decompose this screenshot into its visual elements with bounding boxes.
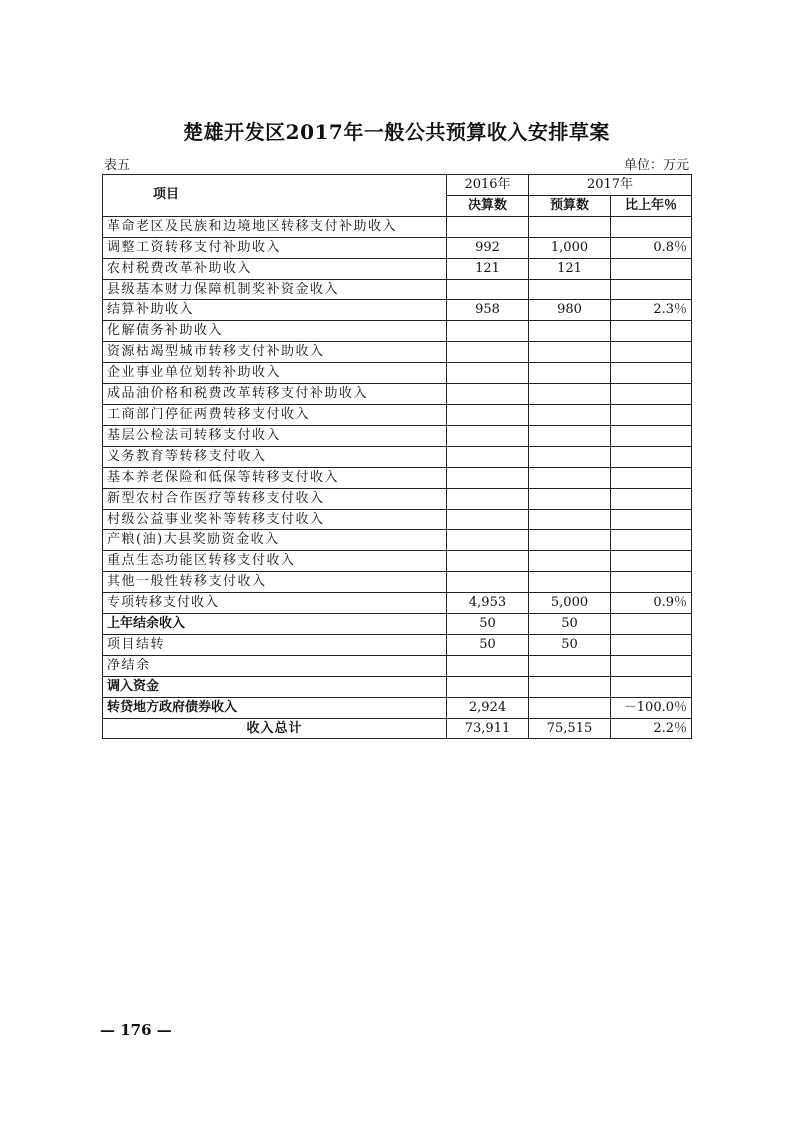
row-item-name: 基本养老保险和低保等转移支付收入 bbox=[103, 467, 447, 488]
table-row bbox=[103, 509, 692, 530]
row-change-pct bbox=[611, 446, 692, 467]
row-change-pct bbox=[611, 634, 692, 655]
table-row bbox=[103, 676, 692, 697]
row-value-2017 bbox=[529, 321, 611, 342]
page-title: 楚雄开发区2017年一般公共预算收入安排草案 bbox=[183, 120, 610, 144]
table-row bbox=[103, 404, 692, 425]
row-value-2016 bbox=[447, 572, 529, 593]
row-item-name: 农村税费改革补助收入 bbox=[103, 258, 447, 279]
row-value-2017 bbox=[529, 697, 611, 718]
row-value-2017: 5,000 bbox=[529, 593, 611, 614]
row-value-2017 bbox=[529, 404, 611, 425]
row-item-name: 产粮(油)大县奖励资金收入 bbox=[103, 530, 447, 551]
row-item-name: 调整工资转移支付补助收入 bbox=[103, 237, 447, 258]
row-value-2016 bbox=[447, 279, 529, 300]
row-value-2017: 50 bbox=[529, 614, 611, 635]
table-row bbox=[103, 237, 692, 258]
header-budget: 预算数 bbox=[529, 195, 611, 216]
table-row bbox=[103, 718, 692, 739]
row-value-2016 bbox=[447, 321, 529, 342]
row-value-2017 bbox=[529, 279, 611, 300]
table-row bbox=[103, 655, 692, 676]
row-value-2017 bbox=[529, 509, 611, 530]
row-value-2016 bbox=[447, 530, 529, 551]
row-item-name: 专项转移支付收入 bbox=[103, 593, 447, 614]
row-change-pct: －100.0％ bbox=[611, 697, 692, 718]
header-final: 决算数 bbox=[447, 195, 529, 216]
table-row bbox=[103, 446, 692, 467]
row-value-2016 bbox=[447, 488, 529, 509]
row-value-2016: 121 bbox=[447, 258, 529, 279]
table-row bbox=[103, 551, 692, 572]
table-row bbox=[103, 488, 692, 509]
table-row bbox=[103, 321, 692, 342]
page-number: — 176 — bbox=[100, 1021, 172, 1039]
table-label: 表五 bbox=[104, 158, 131, 173]
row-item-name: 转贷地方政府债券收入 bbox=[103, 697, 447, 718]
row-value-2017 bbox=[529, 655, 611, 676]
row-item-name: 资源枯竭型城市转移支付补助收入 bbox=[103, 342, 447, 363]
row-value-2016: 4,953 bbox=[447, 593, 529, 614]
row-value-2017 bbox=[529, 676, 611, 697]
row-change-pct bbox=[611, 342, 692, 363]
row-change-pct bbox=[611, 530, 692, 551]
header-year-2016: 2016年 bbox=[447, 175, 529, 196]
row-item-name: 化解债务补助收入 bbox=[103, 321, 447, 342]
row-value-2017: 121 bbox=[529, 258, 611, 279]
row-change-pct: 0.9％ bbox=[611, 593, 692, 614]
row-item-name: 上年结余收入 bbox=[103, 614, 447, 635]
row-item-name: 重点生态功能区转移支付收入 bbox=[103, 551, 447, 572]
row-value-2016: 992 bbox=[447, 237, 529, 258]
row-value-2016 bbox=[447, 404, 529, 425]
row-change-pct bbox=[611, 467, 692, 488]
row-item-name: 成品油价格和税费改革转移支付补助收入 bbox=[103, 384, 447, 405]
row-value-2016 bbox=[447, 425, 529, 446]
table-row bbox=[103, 216, 692, 237]
row-value-2017 bbox=[529, 551, 611, 572]
row-change-pct bbox=[611, 258, 692, 279]
row-value-2016: 958 bbox=[447, 300, 529, 321]
row-item-name: 基层公检法司转移支付收入 bbox=[103, 425, 447, 446]
row-change-pct bbox=[611, 676, 692, 697]
row-item-name: 革命老区及民族和边境地区转移支付补助收入 bbox=[103, 216, 447, 237]
header-year-2017: 2017年 bbox=[529, 175, 692, 196]
row-change-pct bbox=[611, 551, 692, 572]
row-item-name: 村级公益事业奖补等转移支付收入 bbox=[103, 509, 447, 530]
table-row bbox=[103, 425, 692, 446]
table-row bbox=[103, 530, 692, 551]
row-item-name: 其他一般性转移支付收入 bbox=[103, 572, 447, 593]
row-value-2016 bbox=[447, 676, 529, 697]
row-change-pct bbox=[611, 216, 692, 237]
row-item-name: 收入总计 bbox=[103, 718, 447, 739]
table-row bbox=[103, 300, 692, 321]
row-value-2017 bbox=[529, 530, 611, 551]
budget-table bbox=[102, 174, 692, 739]
row-value-2016 bbox=[447, 363, 529, 384]
table-row bbox=[103, 614, 692, 635]
row-value-2017 bbox=[529, 216, 611, 237]
row-value-2016 bbox=[447, 551, 529, 572]
unit-label: 单位：万元 bbox=[623, 158, 689, 173]
row-value-2017 bbox=[529, 363, 611, 384]
table-row bbox=[103, 634, 692, 655]
row-value-2017 bbox=[529, 467, 611, 488]
row-change-pct bbox=[611, 655, 692, 676]
row-value-2016 bbox=[447, 216, 529, 237]
table-row bbox=[103, 467, 692, 488]
row-item-name: 义务教育等转移支付收入 bbox=[103, 446, 447, 467]
row-value-2016: 2,924 bbox=[447, 697, 529, 718]
row-change-pct: 2.3％ bbox=[611, 300, 692, 321]
row-value-2016: 50 bbox=[447, 634, 529, 655]
row-value-2017 bbox=[529, 384, 611, 405]
row-value-2017: 50 bbox=[529, 634, 611, 655]
row-value-2017 bbox=[529, 446, 611, 467]
table-row bbox=[103, 697, 692, 718]
row-value-2017 bbox=[529, 488, 611, 509]
row-value-2016: 50 bbox=[447, 614, 529, 635]
row-value-2017: 980 bbox=[529, 300, 611, 321]
row-item-name: 调入资金 bbox=[103, 676, 447, 697]
row-item-name: 净结余 bbox=[103, 655, 447, 676]
header-change: 比上年％ bbox=[611, 195, 692, 216]
table-row bbox=[103, 363, 692, 384]
row-value-2017 bbox=[529, 342, 611, 363]
row-change-pct bbox=[611, 384, 692, 405]
row-value-2016 bbox=[447, 655, 529, 676]
row-value-2016 bbox=[447, 467, 529, 488]
row-item-name: 结算补助收入 bbox=[103, 300, 447, 321]
table-row bbox=[103, 279, 692, 300]
row-change-pct bbox=[611, 572, 692, 593]
row-value-2016 bbox=[447, 446, 529, 467]
row-value-2017 bbox=[529, 425, 611, 446]
table-row bbox=[103, 342, 692, 363]
row-value-2016 bbox=[447, 342, 529, 363]
row-item-name: 新型农村合作医疗等转移支付收入 bbox=[103, 488, 447, 509]
header-item: 项目 bbox=[103, 175, 447, 217]
row-change-pct bbox=[611, 404, 692, 425]
table-row bbox=[103, 384, 692, 405]
row-value-2017 bbox=[529, 572, 611, 593]
row-item-name: 企业事业单位划转补助收入 bbox=[103, 363, 447, 384]
row-change-pct bbox=[611, 363, 692, 384]
row-change-pct bbox=[611, 614, 692, 635]
row-value-2017: 75,515 bbox=[529, 718, 611, 739]
row-change-pct: 0.8％ bbox=[611, 237, 692, 258]
row-value-2017: 1,000 bbox=[529, 237, 611, 258]
table-row bbox=[103, 572, 692, 593]
row-change-pct: 2.2％ bbox=[611, 718, 692, 739]
table-row bbox=[103, 593, 692, 614]
row-change-pct bbox=[611, 488, 692, 509]
row-change-pct bbox=[611, 321, 692, 342]
row-value-2016: 73,911 bbox=[447, 718, 529, 739]
row-change-pct bbox=[611, 425, 692, 446]
row-value-2016 bbox=[447, 384, 529, 405]
row-item-name: 项目结转 bbox=[103, 634, 447, 655]
table-row bbox=[103, 258, 692, 279]
row-item-name: 工商部门停征两费转移支付收入 bbox=[103, 404, 447, 425]
row-value-2016 bbox=[447, 509, 529, 530]
row-change-pct bbox=[611, 509, 692, 530]
row-change-pct bbox=[611, 279, 692, 300]
row-item-name: 县级基本财力保障机制奖补资金收入 bbox=[103, 279, 447, 300]
